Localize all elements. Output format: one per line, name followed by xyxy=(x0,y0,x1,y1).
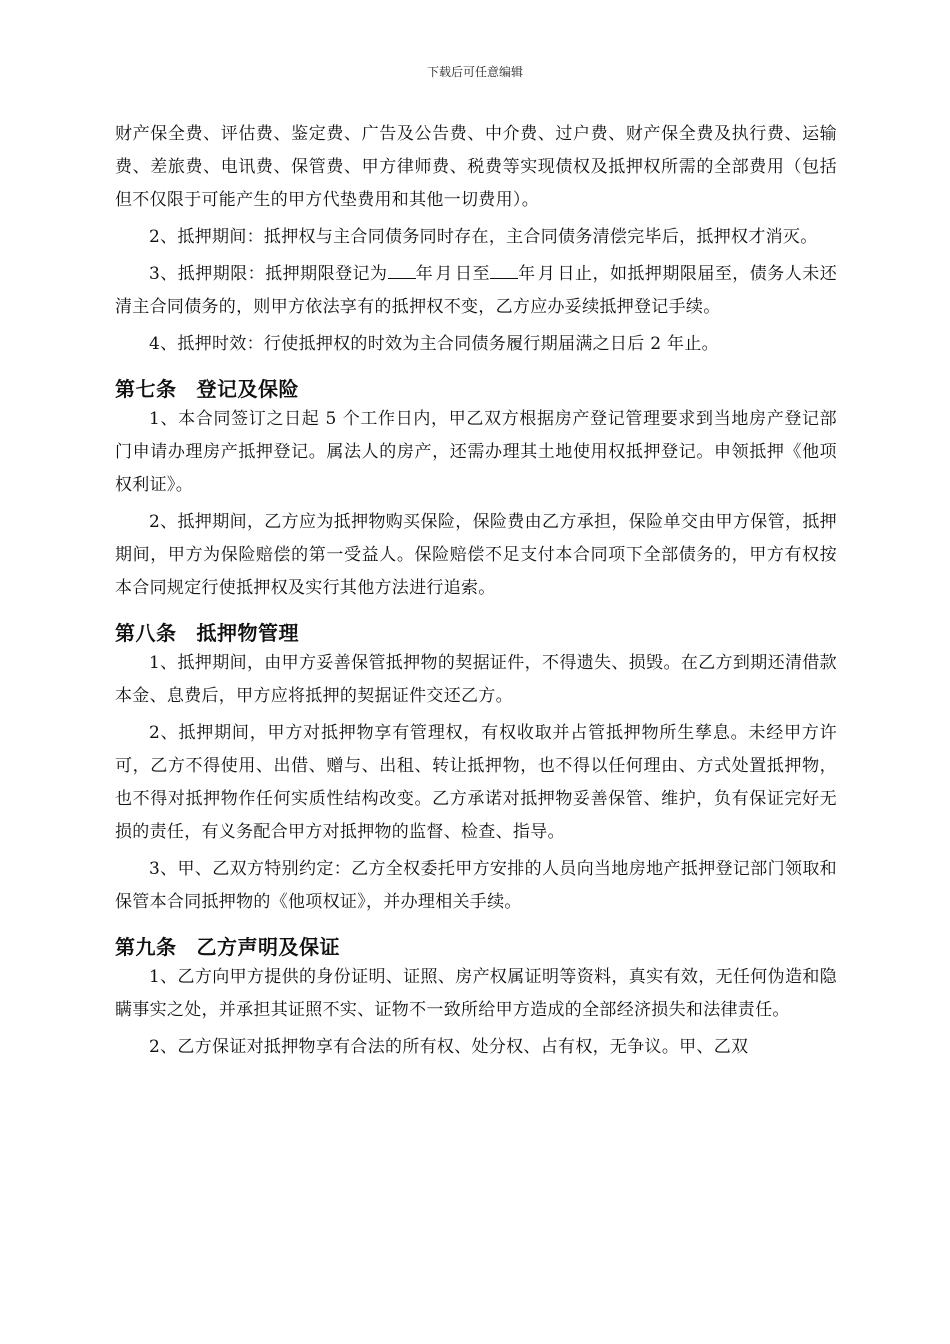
paragraph-9-1: 1、乙方向甲方提供的身份证明、证照、房产权属证明等资料，真实有效，无任何伪造和隐瞒事实之处，并承担其证照不实、证物不一致所给甲方造成的全部经济损失和法律责任。 xyxy=(115,967,837,1020)
term-text-tail: 日止，如抵押期限届至，债务人未还清主合同债务的，则甲方依法享有的抵押权不变，乙方应办妥续抵押登记手续。 xyxy=(115,264,837,317)
article-7-number: 第七条 xyxy=(115,377,177,401)
section-heading-article-9 xyxy=(115,933,837,961)
article-7-title: 登记及保险 xyxy=(196,377,299,401)
document-body xyxy=(115,118,837,1064)
page-header: 下载后可任意编辑 xyxy=(426,65,523,79)
term-text-year-1: 年 xyxy=(415,264,434,284)
blank-year-1 xyxy=(388,260,416,279)
term-text-month-1: 月 xyxy=(435,264,453,284)
paragraph-mortgage-limitation: 4、抵押时效：行使抵押权的时效为主合同债务履行期届满之日后 2 年止。 xyxy=(149,334,719,354)
article-9-number: 第九条 xyxy=(115,935,177,959)
paragraph-fees-continued: 财产保全费、评估费、鉴定费、广告及公告费、中介费、过户费、财产保全费及执行费、运输费、差旅费、电讯费、保管费、甲方律师费、税费等实现债权及抵押权所需的全部费用（包括但不仅限于可能产生的甲方代垫费用和其他一切费用）。 xyxy=(115,124,837,210)
article-9-title: 乙方声明及保证 xyxy=(196,935,340,959)
article-8-number: 第八条 xyxy=(115,621,177,645)
article-8-title: 抵押物管理 xyxy=(196,621,299,645)
paragraph-8-1: 1、抵押期间，由甲方妥善保管抵押物的契据证件，不得遗失、损毁。在乙方到期还清借款本金、息费后，甲方应将抵押的契据证件交还乙方。 xyxy=(115,653,837,706)
section-heading-article-8 xyxy=(115,619,837,647)
paragraph-8-3: 3、甲、乙双方特别约定：乙方全权委托甲方安排的人员向当地房地产抵押登记部门领取和保管本合同抵押物的《他项权证》，并办理相关手续。 xyxy=(115,859,837,912)
paragraph-7-1: 1、本合同签订之日起 5 个工作日内，甲乙双方根据房产登记管理要求到当地房产登记部门申请办理房产抵押登记。属法人的房产，还需办理其土地使用权抵押登记。申领抵押《他项权利证》。 xyxy=(115,409,837,495)
paragraph-7-2: 2、抵押期间，乙方应为抵押物购买保险，保险费由乙方承担，保险单交由甲方保管，抵押期间，甲方为保险赔偿的第一受益人。保险赔偿不足支付本合同项下全部债务的，甲方有权按本合同规定行使抵押权及实行其他方法进行追索。 xyxy=(115,512,837,598)
term-text-month-2: 月 xyxy=(537,264,556,284)
term-text-lead: 3、抵押期限：抵押期限登记为 xyxy=(149,264,388,284)
section-heading-article-7 xyxy=(115,375,837,403)
paragraph-8-2: 2、抵押期间，甲方对抵押物享有管理权，有权收取并占管抵押物所生孳息。未经甲方许可，乙方不得使用、出借、赠与、出租、转让抵押物，也不得以任何理由、方式处置抵押物，也不得对抵押物作任何实质性结构改变。乙方承诺对抵押物妥善保管、维护，负有保证完好无损的责任，有义务配合甲方对抵押物的监督、检查、指导。 xyxy=(115,723,837,842)
term-text-day-1: 日至 xyxy=(454,264,490,284)
paragraph-9-2: 2、乙方保证对抵押物享有合法的所有权、处分权、占有权，无争议。甲、乙双 xyxy=(149,1037,749,1057)
paragraph-mortgage-term xyxy=(115,258,837,324)
paragraph-mortgage-period: 2、抵押期间：抵押权与主合同债务同时存在，主合同债务清偿完毕后，抵押权才消灭。 xyxy=(149,227,818,247)
term-text-year-2: 年 xyxy=(518,264,536,284)
blank-year-2 xyxy=(490,260,518,279)
